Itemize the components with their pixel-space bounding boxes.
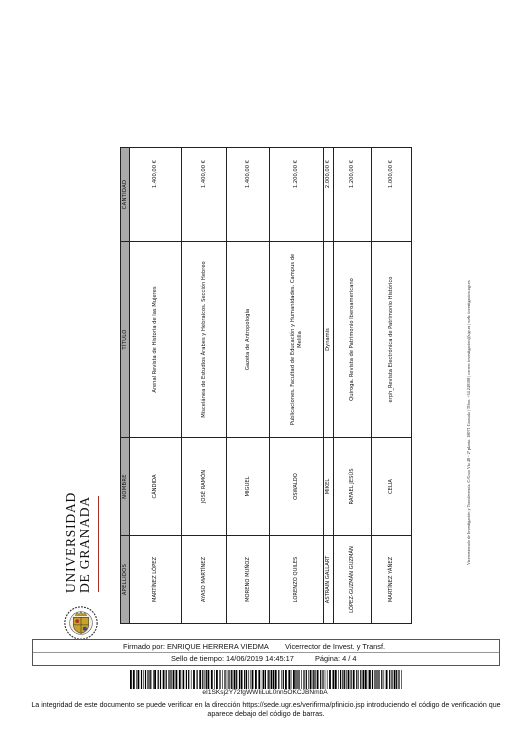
cell-titulo: Quiroga. Revista de Patrimonio Iberoamericano [334,242,372,438]
table-row [372,148,412,624]
barcode-bar [301,670,302,689]
barcode-bar [288,670,290,689]
cell-apellidos: MARTÍNEZ LÓPEZ [130,536,182,624]
cell-apellidos: MARTÍNEZ YÁÑEZ [372,536,412,624]
table-row [324,148,334,624]
university-seal-icon [62,604,100,642]
cell-titulo: Miscelánea de Estudios Árabes y Hebraicos. Sección Hebreo [182,242,227,438]
university-name-line2: DE GRANADA [77,496,92,593]
barcode-bar [176,670,178,689]
barcode-bar [363,670,365,689]
barcode-bar [329,670,331,689]
page-number: Página: 4 / 4 [315,654,357,663]
barcode-bar [348,670,350,689]
barcode-bar [381,670,382,689]
barcode-bar [163,670,165,689]
barcode-bar [298,670,299,689]
barcode-bar [222,670,223,689]
barcode-bar [150,670,151,689]
barcode-bar [306,670,307,689]
barcode-bar [182,670,183,689]
barcode-bar [179,670,181,689]
barcode-bar [389,670,390,689]
barcode-bar [313,670,314,689]
barcode-bar [275,670,277,689]
table-row [227,148,270,624]
barcode-bar [263,670,264,689]
barcode-bar [130,670,132,689]
barcode-bar [269,670,270,689]
barcode-bar [145,670,146,689]
barcode-bar [271,670,273,689]
barcode-bar [374,670,375,689]
side-address-text [466,135,476,565]
barcode-bar [136,670,137,689]
barcode-bar [138,670,140,689]
barcode-bar [154,670,156,689]
barcode-bar [353,670,355,689]
barcode-bar [231,670,232,689]
barcode-bar [335,670,337,689]
cell-apellidos: ASTRAIN GALLART [324,536,334,624]
barcode-bar [153,670,154,689]
barcode-bar [216,670,218,689]
barcode-bar [211,670,213,689]
verification-barcode [128,670,404,689]
barcode-bar [206,670,207,689]
barcode-bar [250,670,251,689]
grants-table [120,147,412,624]
barcode-bar [133,670,135,689]
cell-cantidad: 2.000,00 € [324,148,334,242]
barcode-bar [327,670,328,689]
barcode-bar [236,670,237,689]
logo-divider [98,496,99,592]
cell-titulo: Publicaciones. Facultad de Educación y Humanidades. Campus de Melilla [270,242,324,438]
barcode-bar [255,670,257,689]
barcode-bar [356,670,357,689]
barcode-bar [295,670,296,689]
university-logo-text [64,483,98,593]
barcode-bar [317,670,319,689]
barcode-bar [197,670,198,689]
cell-titulo: Dynamis [324,242,334,438]
cell-nombre: JOSÉ RAMÓN [182,438,227,536]
barcode-bar [346,670,347,689]
header-titulo: TÍTULO [121,242,130,438]
cell-cantidad: 1.000,00 € [372,148,412,242]
barcode-bar [369,670,371,689]
barcode-bar [273,670,274,689]
barcode-bar [227,670,228,689]
barcode-bar [281,670,282,689]
barcode-bar [183,670,184,689]
barcode-bar [147,670,148,689]
barcode-bar [338,670,339,689]
integrity-notice: La integridad de este documento se puede verificar en la dirección https://sede.ugr.es/verifirma/pfinicio.jsp introduciendo el código de verificación que aparece debajo del código de barras. [31,701,501,718]
header-nombre: NOMBRE [121,438,130,536]
barcode-bar [241,670,243,689]
barcode-bar [208,670,210,689]
cell-nombre: CÁNDIDA [130,438,182,536]
barcode-bar [148,670,149,689]
barcode-bar [268,670,269,689]
barcode-bar [293,670,295,689]
barcode-bar [158,670,159,689]
barcode-bar [303,670,304,689]
barcode-bar [173,670,175,689]
side-address-line: Vicerrectorado de Investigación y Transferencia. C/Gran Vía 48 - 2ª planta. 18071 Granada | Tlfno. +34 240108 | correo: investigacion@ugr.es | web: investigacion.ugr.es [466,280,471,565]
barcode-bar [191,670,192,689]
header-cantidad: CANTIDAD [121,148,130,242]
barcode-bar [401,670,402,689]
barcode-bar [378,670,379,689]
signed-by: Firmado por: ENRIQUE HERRERA VIEDMA [123,642,269,651]
timestamp: Sello de tiempo: 14/06/2019 14:45:17 [171,654,294,663]
barcode-bar [244,670,245,689]
cell-nombre: RAFAEL JESÚS [334,438,372,536]
table-row [270,148,324,624]
barcode-bar [205,670,206,689]
cell-apellidos: LORENZO QUILES [270,536,324,624]
barcode-bar [199,670,201,689]
barcode-bar [160,670,161,689]
barcode-bar [224,670,225,689]
barcode-bar [168,670,169,689]
table-row [182,148,227,624]
barcode-bar [394,670,396,689]
barcode-bar [239,670,240,689]
barcode-bar [141,670,142,689]
barcode-bar [314,670,315,689]
barcode-bar [228,670,229,689]
barcode-bar [214,670,215,689]
barcode-bar [322,670,323,689]
barcode-bar [391,670,392,689]
cell-nombre: CELIA [372,438,412,536]
barcode-bar [278,670,279,689]
cell-apellidos: LÓPEZ-GUZMÁN GUZMÁN [334,536,372,624]
barcode-bar [377,670,378,689]
cell-apellidos: MORENO MUÑOZ [227,536,270,624]
barcode-bar [143,670,144,689]
barcode-bar [344,670,345,689]
signature-block [32,639,500,666]
barcode-bar [360,670,361,689]
barcode-bar [283,670,284,689]
barcode-bar [188,670,189,689]
cell-titulo: erph_Revista Electrónica de Patrimonio Histórico [372,242,412,438]
cell-nombre: MIKEL [324,438,334,536]
barcode-bar [365,670,367,689]
cell-apellidos: AYASO MARTÍNEZ [182,536,227,624]
barcode-bar [234,670,236,689]
barcode-bar [166,670,167,689]
cell-cantidad: 1.400,00 € [227,148,270,242]
barcode-bar [285,670,287,689]
barcode-bar [202,670,203,689]
grants-table-wrapper [120,148,411,624]
barcode-bar [310,670,312,689]
barcode-bar [170,670,171,689]
barcode-bar [308,670,309,689]
table-row [130,148,182,624]
header-apellidos: APELLIDOS [121,536,130,624]
barcode-bar [384,670,385,689]
barcode-bar [386,670,388,689]
barcode-bar [248,670,249,689]
barcode-bar [265,670,266,689]
cell-nombre: OSWALDO [270,438,324,536]
barcode-bar [252,670,254,689]
barcode-bar [398,670,399,689]
barcode-bar [193,670,195,689]
barcode-bar [171,670,172,689]
barcode-bar [358,670,359,689]
barcode-bar [291,670,292,689]
barcode-bar [340,670,341,689]
cell-cantidad: 1.400,00 € [130,148,182,242]
barcode-bar [258,670,260,689]
cell-cantidad: 1.200,00 € [334,148,372,242]
barcode-bar [333,670,335,689]
cell-cantidad: 1.400,00 € [182,148,227,242]
barcode-bar [320,670,321,689]
cell-titulo: Arenal Revista de Historia de las Mujeres [130,242,182,438]
university-name-line1: UNIVERSIDAD [63,491,78,593]
barcode-bar [351,670,352,689]
barcode-bar [325,670,326,689]
barcode-bar [368,670,369,689]
barcode-bar [375,670,376,689]
table-header-row [121,148,130,624]
barcode-bar [342,670,343,689]
barcode-bar [233,670,234,689]
barcode-bar [219,670,220,689]
signer-role: Vicerrector de Invest. y Transf. [285,642,386,651]
cell-titulo: Gazeta de Antropología [227,242,270,438]
barcode-bar [396,670,397,689]
cell-cantidad: 1.200,00 € [270,148,324,242]
barcode-bar [297,670,298,689]
cell-nombre: MIGUEL [227,438,270,536]
barcode-bar [262,670,263,689]
barcode-bar [372,670,373,689]
verification-code: eI1SKsj2Y72fgWWIiLuL0nn5OKCJBNmbA [202,689,328,696]
table-row [334,148,372,624]
barcode-bar [186,670,187,689]
barcode-bar [246,670,247,689]
